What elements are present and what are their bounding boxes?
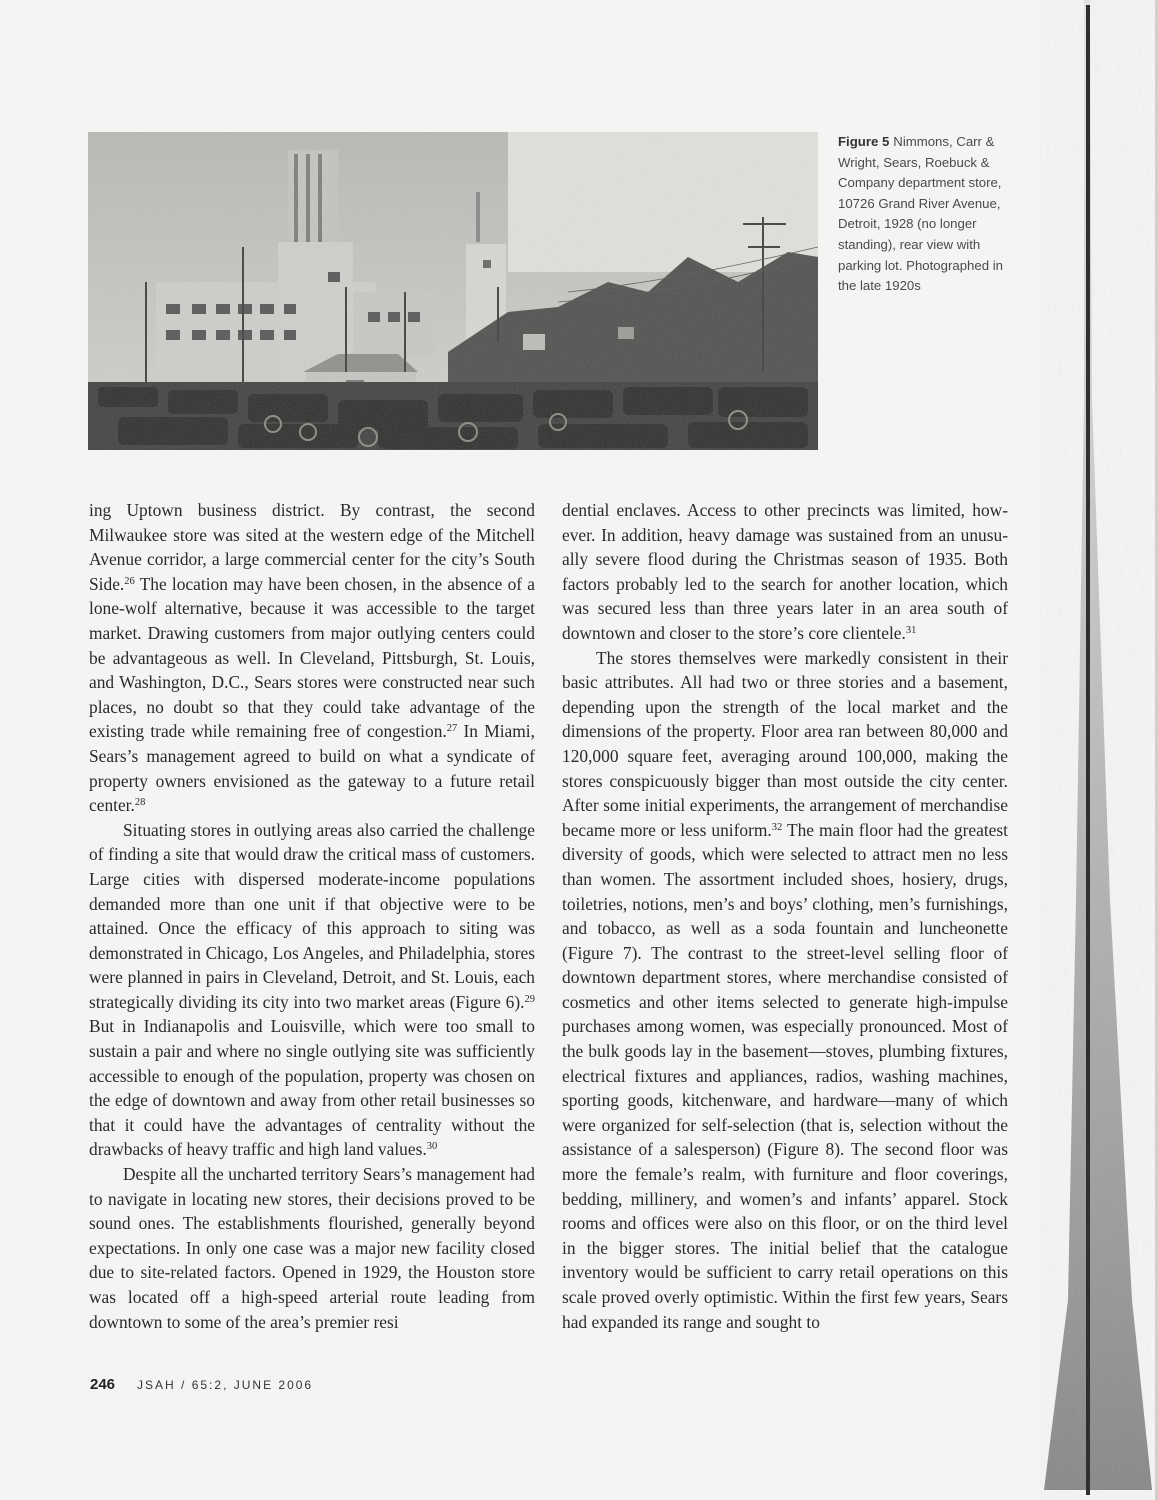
paragraph-text: Situating stores in outlying areas also carried the challenge of finding a site that would draw the critical mass of customers. Large cities with dispersed moderate-income populations demanded more than one unit if that objective were to be attained. Once the efficacy of this approach to siting was demonstrated in Chicago, Los Angeles, and Philadelphia, stores were planned in pairs in Cleveland, Detroit, and St. Louis, each strategically dividing its city into two market areas (Figure 6). bbox=[89, 819, 535, 1012]
journal-citation: JSAH / 65:2, JUNE 2006 bbox=[137, 1378, 314, 1392]
photo-illustration bbox=[88, 132, 818, 450]
paragraph-text: ing Uptown business district. By contrast, the second Milwaukee store was sited at the western edge of the Mitchell Avenue corridor, a large commercial center for the city’s South Side. bbox=[89, 500, 535, 594]
figure-caption bbox=[838, 132, 1013, 297]
body-paragraph bbox=[89, 818, 535, 1162]
body-column-right bbox=[562, 498, 1008, 1334]
body-column-left bbox=[89, 498, 535, 1334]
paragraph-text: Despite all the uncharted territory Sears’s management had to navigate in locating new stores, their decisions proved to be sound ones. The establishments flourished, generally beyond expectations. In only one case was a major new facility closed due to site-related factors. Opened in 1929, the Houston store was located off a high-speed arterial route leading from downtown to some of the area’s premier resi bbox=[89, 1164, 535, 1332]
paragraph-text: The location may have been chosen, in the absence of a lone-wolf alternative, because it was accessible to the target market. Drawing customers from major outlying centers could be advantageous as well. In Cleveland, Pittsburgh, St. Louis, and Washington, D.C., Sears stores were constructed near such places, no doubt so that they could take advantage of the existing trade while remaining free of congestion. bbox=[89, 573, 535, 742]
footnote-reference[interactable]: 27 bbox=[446, 723, 458, 735]
body-paragraph bbox=[89, 1162, 535, 1334]
footnote-reference[interactable]: 28 bbox=[134, 797, 146, 809]
footnote-reference[interactable]: 32 bbox=[771, 821, 783, 833]
footnote-reference[interactable]: 29 bbox=[524, 993, 535, 1005]
paragraph-text: The stores themselves were markedly consistent in their basic attributes. All had two or three stories and a basement, depending upon the strength of the local market and the dimensions of the property. Floor area ran between 80,000 and 120,000 square feet, averaging around 100,000, making the stores conspicuously bigger than most outside the city center. After some initial experiments, the arrangement of merchandise became more or less uniform. bbox=[562, 647, 1008, 840]
figure-caption-text: Nimmons, Carr & Wright, Sears, Roebuck & Company department store, 10726 Grand River Avenue, Detroit, 1928 (no longer standing), rear view with parking lot. Photographed in the late 1920s bbox=[838, 134, 1003, 294]
footnote-reference[interactable]: 26 bbox=[124, 575, 135, 587]
paragraph-text: dential enclaves. Access to other precincts was limited, however. In addition, heavy damage was sustained from an unusually severe flood during the Christmas season of 1935. Both factors probably led to the search for another location, which was secured less than three years later in an area south of downtown and closer to the store’s core clientele. bbox=[562, 500, 1008, 643]
scan-spine-shadow bbox=[1040, 0, 1158, 1500]
body-paragraph bbox=[89, 498, 535, 818]
paragraph-text: In Miami, Sears’s management agreed to build on what a syndicate of property owners envisioned as the gateway to a future retail center. bbox=[89, 721, 535, 816]
paragraph-text: The main floor had the greatest diversity of goods, which were selected to attract men no less than women. The assortment included shoes, hosiery, drugs, toiletries, notions, men’s and boys’ clothing, men’s furnishings, and tobacco, as well as a soda fountain and luncheonette (Figure 7). The contrast to the street-level selling floor of downtown department stores, where merchandise consisted of cosmetics and other items selected to generate high-impulse purchases among women, was especially pronounced. Most of the bulk goods lay in the basement—stoves, plumbing fixtures, electrical fixtures and appliances, radios, washing machines, sporting goods, kitchenware, and hardware—many of which were organized for self-selection (that is, selection without the assistance of a salesperson) (Figure 8). The second floor was more the female’s realm, with furniture and floor coverings, bedding, millinery, and women’s and infants’ apparel. Stock rooms and offices were also on this floor, or on the third level in the bigger stores. The initial belief that the catalogue inventory would be sufficient to carry retail operations on this scale proved overly optimistic. Within the first few years, Sears had expanded its range and sought to bbox=[562, 819, 1008, 1332]
page-number: 246 bbox=[90, 1376, 116, 1393]
paragraph-text: But in Indianapolis and Louisville, which were too small to sustain a pair and where no single outlying site was sufficiently accessible to enough of the population, property was chosen on the edge of downtown and away from other retail businesses so that it could have the advantages of centrality without the drawbacks of heavy traffic and high land values. bbox=[89, 1016, 535, 1160]
body-paragraph bbox=[562, 646, 1008, 1335]
page-footer bbox=[90, 1376, 313, 1393]
body-paragraph bbox=[562, 498, 1008, 646]
footnote-reference[interactable]: 31 bbox=[905, 624, 917, 636]
figure-5-photograph bbox=[88, 132, 818, 450]
footnote-reference[interactable]: 30 bbox=[426, 1141, 438, 1153]
figure-number-label: Figure 5 bbox=[838, 134, 890, 149]
